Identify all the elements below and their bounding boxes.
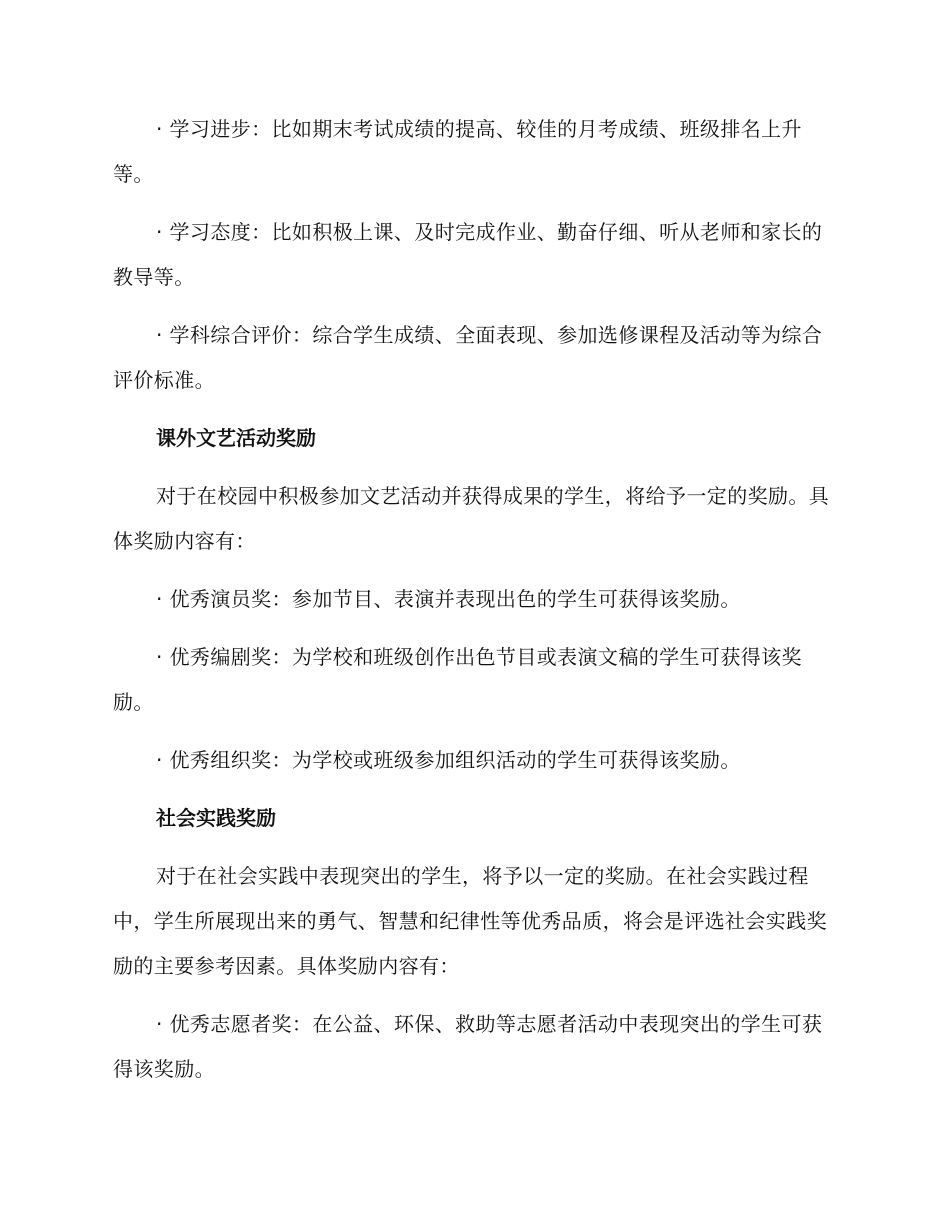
document-page <box>113 107 833 1105</box>
bullet-learning-attitude: · 学习态度：比如积极上课、及时完成作业、勤奋仔细、听从老师和家长的教导等。 <box>113 220 823 289</box>
bullet-best-actor: · 优秀演员奖：参加节目、表演并表现出色的学生可获得该奖励。 <box>156 587 741 611</box>
bullet-best-screenwriter: · 优秀编剧奖：为学校和班级创作出色节目或表演文稿的学生可获得该奖励。 <box>113 645 802 714</box>
arts-award-intro: 对于在校园中积极参加文艺活动并获得成果的学生，将给予一定的奖励。具体奖励内容有： <box>113 484 830 553</box>
bullet-learning-progress: · 学习进步：比如期末考试成绩的提高、较佳的月考成绩、班级排名上升等。 <box>113 117 802 186</box>
bullet-best-organizer: · 优秀组织奖：为学校或班级参加组织活动的学生可获得该奖励。 <box>156 748 741 772</box>
section-heading-social-practice-award: 社会实践奖励 <box>156 806 276 830</box>
bullet-comprehensive-evaluation: · 学科综合评价：综合学生成绩、全面表现、参加选修课程及活动等为综合评价标准。 <box>113 323 823 392</box>
section-heading-arts-award: 课外文艺活动奖励 <box>156 426 316 450</box>
social-practice-intro: 对于在社会实践中表现突出的学生，将予以一定的奖励。在社会实践过程中，学生所展现出来的勇气、智慧和纪律性等优秀品质，将会是评选社会实践奖励的主要参考因素。具体奖励内容有： <box>113 864 827 978</box>
bullet-best-volunteer: · 优秀志愿者奖：在公益、环保、救助等志愿者活动中表现突出的学生可获得该奖励。 <box>113 1012 823 1081</box>
